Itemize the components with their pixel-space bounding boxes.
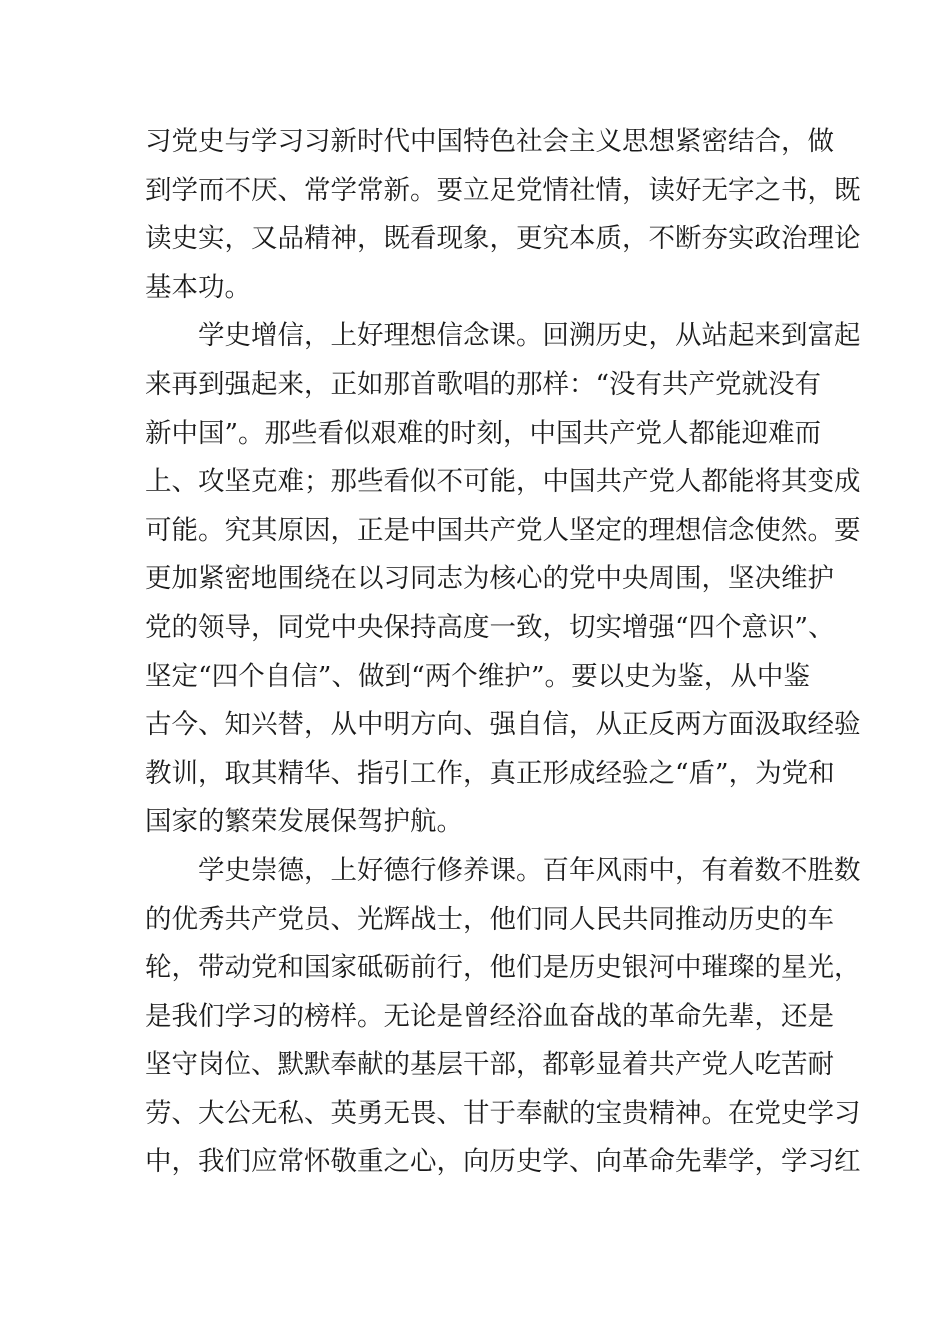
text-line: 坚定“四个自信”、做到“两个维护”。要以史为鉴，从中鉴: [145, 660, 810, 692]
text-line: 到学而不厌、常学常新。要立足党情社情，读好无字之书，既: [145, 174, 861, 206]
text-line: 可能。究其原因，正是中国共产党人坚定的理想信念使然。要: [145, 514, 861, 546]
text-line: 是我们学习的榜样。无论是曾经浴血奋战的革命先辈，还是: [145, 1000, 834, 1032]
text-line: 基本功。: [145, 271, 251, 303]
text-line: 来再到强起来，正如那首歌唱的那样：“没有共产党就没有: [145, 368, 822, 400]
text-line: 教训，取其精华、指引工作，真正形成经验之“盾”，为党和: [145, 757, 835, 789]
text-line: 学史增信，上好理想信念课。回溯历史，从站起来到富起: [198, 320, 861, 352]
text-line: 学史崇德，上好德行修养课。百年风雨中，有着数不胜数: [198, 854, 861, 886]
text-line: 上、攻坚克难；那些看似不可能，中国共产党人都能将其变成: [145, 466, 861, 498]
paragraph-1: [145, 118, 861, 312]
text-line: 读史实，又品精神，既看现象，更究本质，不断夯实政治理论: [145, 223, 861, 255]
text-line: 党的领导，同党中央保持高度一致，切实增强“四个意识”、: [145, 611, 835, 643]
text-line: 国家的繁荣发展保驾护航。: [145, 806, 463, 838]
body-text: [145, 118, 861, 1187]
text-line: 轮，带动党和国家砥砺前行，他们是历史银河中璀璨的星光，: [145, 952, 861, 984]
text-line: 的优秀共产党员、光辉战士，他们同人民共同推动历史的车: [145, 903, 834, 935]
text-line: 坚守岗位、默默奉献的基层干部，都彰显着共产党人吃苦耐: [145, 1049, 834, 1081]
text-line: 中，我们应常怀敬重之心，向历史学、向革命先辈学，学习红: [145, 1146, 861, 1178]
text-line: 劳、大公无私、英勇无畏、甘于奉献的宝贵精神。在党史学习: [145, 1097, 861, 1129]
text-line: 习党史与学习习新时代中国特色社会主义思想紧密结合，做: [145, 126, 834, 157]
text-line: 新中国”。那些看似艰难的时刻，中国共产党人都能迎难而: [145, 417, 822, 449]
paragraph-3: [145, 847, 861, 1187]
text-line: 更加紧密地围绕在以习同志为核心的党中央周围，坚决维护: [145, 563, 834, 595]
text-line: 古今、知兴替，从中明方向、强自信，从正反两方面汲取经验: [145, 709, 861, 741]
paragraph-2: [145, 312, 861, 847]
